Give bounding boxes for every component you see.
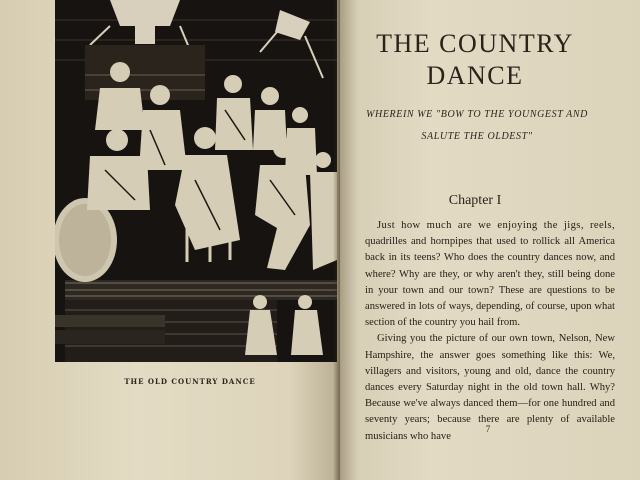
illustration-caption: THE OLD COUNTRY DANCE (124, 377, 256, 386)
body-text (365, 218, 615, 445)
woodcut-illustration (55, 0, 337, 362)
chapter-subtitle: WHEREIN WE "BOW TO THE YOUNGEST AND SALUTE THE OLDEST" (366, 109, 588, 142)
chapter-heading: Chapter I (448, 193, 502, 208)
page-number: 7 (485, 424, 491, 434)
paragraph: Just how much are we enjoying the jigs, reels, quadrilles and hornpipes that used to rollick all America back in its teens? Who does the country dances now, and where? Why are they, or why aren't they, still being done in your town and our town? These are questions to be answered in lots of ways, depending, of course, upon what section of the country you hail from. (365, 220, 615, 329)
paragraph: Giving you the picture of our own town, Nelson, New Hampshire, the answer goes something like this: We, villagers and visitors, young and old, dance the country dances every Saturday night in the old town hall. Why? Because we've always danced them—for one hundred and seventy years; because there are plenty of available musicians who have (365, 333, 615, 442)
chapter-title: THE COUNTRY DANCE (376, 29, 574, 90)
